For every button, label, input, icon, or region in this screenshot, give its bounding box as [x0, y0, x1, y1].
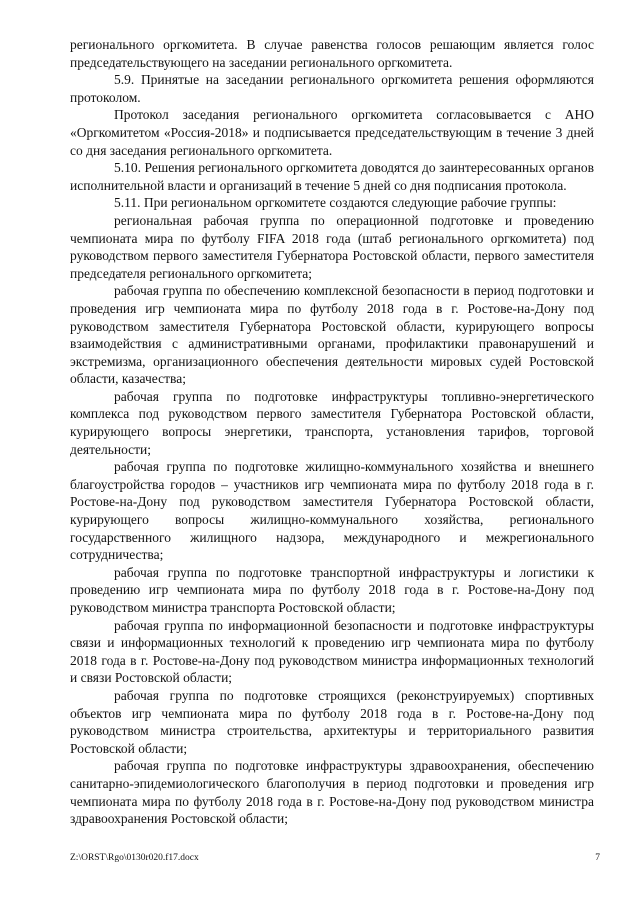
paragraph-5-10: 5.10. Решения регионального оргкомитета доводятся до заинтересованных органов исполнительной власти и организаций в течение 5 дней со дня подписания протокола. [70, 160, 594, 193]
working-group-operations: региональная рабочая группа по операционной подготовке и проведению чемпионата мира по футболу FIFA 2018 года (штаб регионального оргкомитета) под руководством первого заместителя Губернатора Ростовской области, первого заместителя председателя регионального оргкомитета; [70, 212, 594, 281]
working-group-transport: рабочая группа по подготовке транспортной инфраструктуры и логистики к проведению игр чемпионата мира по футболу 2018 года в г. Ростове-на-Дону под руководством министра транспорта Ростовской области; [70, 564, 594, 615]
paragraph-5-11: 5.11. При региональном оргкомитете создаются следующие рабочие группы: [114, 195, 557, 211]
paragraph-continuation: регионального оргкомитета. В случае равенства голосов решающим является голос председательствующего на заседании регионального оргкомитета. [70, 37, 594, 70]
working-group-energy: рабочая группа по подготовке инфраструктуры топливно-энергетического комплекса под руководством первого заместителя Губернатора Ростовской области, курирующего вопросы энергетики, транспорта, установления тарифов, торговой деятельности; [70, 388, 594, 457]
working-group-housing: рабочая группа по подготовке жилищно-коммунального хозяйства и внешнего благоустройства городов – участников игр чемпионата мира по футболу 2018 года в г. Ростове-на-Дону под руководством заместителя Губернатора Ростовской области, курирующего вопросы жилищно-коммунального хозяйства, регионального государственного жилищного надзора, международного и межрегионального сотрудничества; [70, 459, 594, 563]
working-group-healthcare: рабочая группа по подготовке инфраструктуры здравоохранения, обеспечению санитарно-эпидемиологического благополучия в период подготовки и проведения игр чемпионата мира по футболу 2018 года в г. Ростове-на-Дону под руководством министра здравоохранения Ростовской области; [70, 758, 594, 827]
footer-file-path: Z:\ORST\Rgo\0130r020.f17.docx [70, 853, 199, 863]
working-group-it: рабочая группа по информационной безопасности и подготовке инфраструктуры связи и информационных технологий к проведению игр чемпионата мира по футболу 2018 года в г. Ростове-на-Дону под руководством министра информационных технологий и связи Ростовской области; [70, 617, 594, 686]
working-group-sports-facilities: рабочая группа по подготовке строящихся (реконструируемых) спортивных объектов игр чемпионата мира по футболу 2018 года в г. Ростове-на-Дону под руководством министра строительства, архитектуры и территориального развития Ростовской области; [70, 687, 594, 756]
paragraph-protocol: Протокол заседания регионального оргкомитета согласовывается с АНО «Оргкомитетом «Россия-2018» и подписывается председательствующим в течение 3 дней со дня заседания регионального оргкомитета. [70, 107, 594, 158]
page-footer [70, 853, 600, 863]
page-number: 7 [595, 853, 600, 863]
working-group-security: рабочая группа по обеспечению комплексной безопасности в период подготовки и проведения игр чемпионата мира по футболу 2018 года в г. Ростове-на-Дону под руководством заместителя Губернатора Ростовской области, курирующего вопросы взаимодействия с административными органами, профилактики правонарушений и экстремизма, организационного обеспечения деятельности мировых судей Ростовской области, казачества; [70, 283, 594, 387]
paragraph-5-9: 5.9. Принятые на заседании регионального оргкомитета решения оформляются протоколом. [70, 72, 594, 105]
